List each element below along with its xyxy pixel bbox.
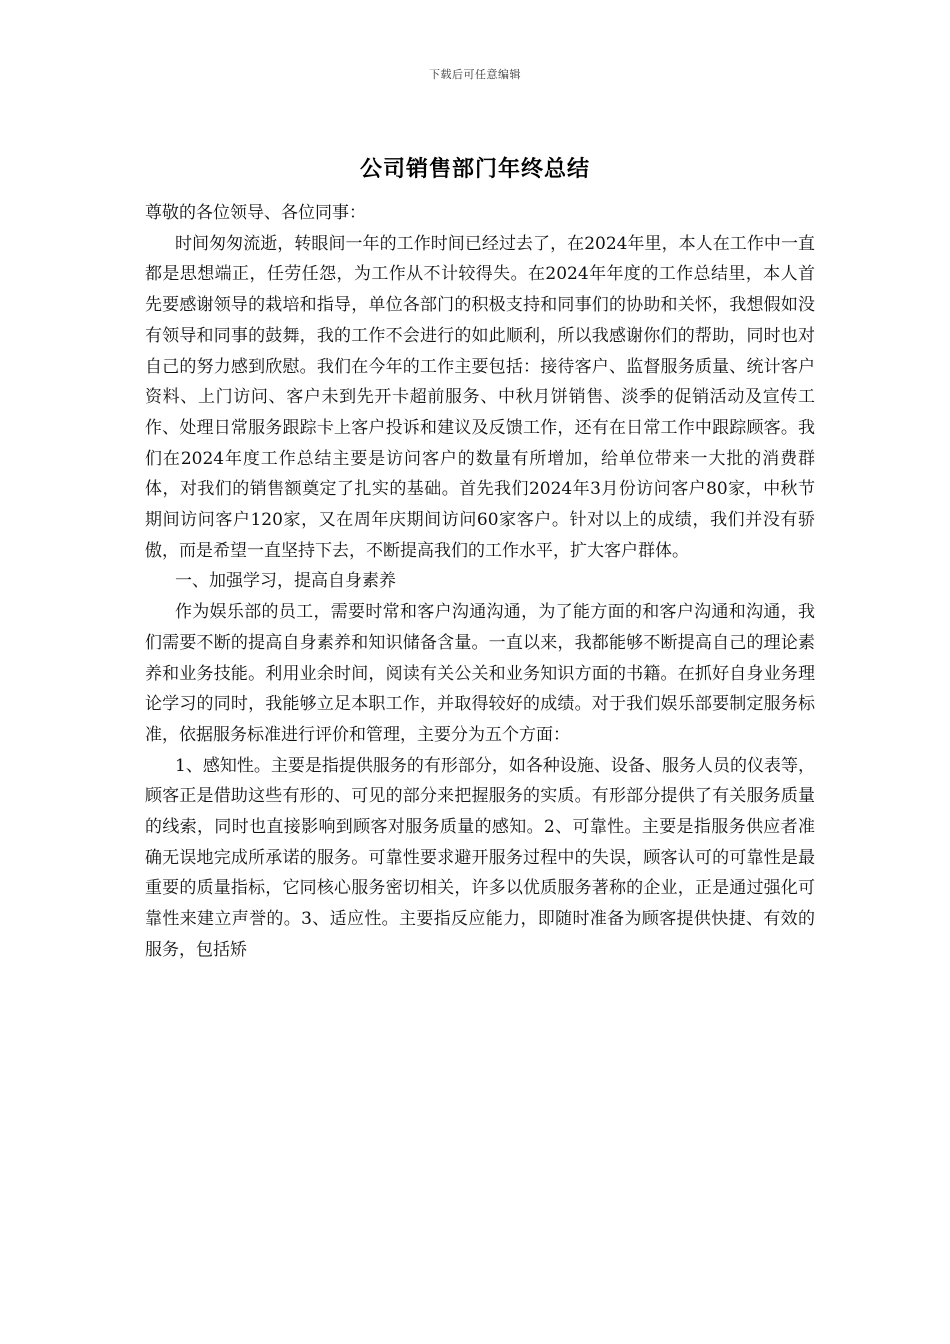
document-body — [145, 198, 815, 966]
paragraph-intro: 时间匆匆流逝，转眼间一年的工作时间已经过去了，在2024年里，本人在工作中一直都是思想端正，任劳任怨，为工作从不计较得失。在2024年年度的工作总结里，本人首先要感谢领导的栽培和指导，单位各部门的积极支持和同事们的协助和关怀，我想假如没有领导和同事的鼓舞，我的工作不会进行的如此顺利，所以我感谢你们的帮助，同时也对自己的努力感到欣慰。我们在今年的工作主要包括：接待客户、监督服务质量、统计客户资料、上门访问、客户未到先开卡超前服务、中秋月饼销售、淡季的促销活动及宣传工作、处理日常服务跟踪卡上客户投诉和建议及反馈工作，还有在日常工作中跟踪顾客。我们在2024年度工作总结主要是访问客户的数量有所增加，给单位带来一大批的消费群体，对我们的销售额奠定了扎实的基础。首先我们2024年3月份访问客户80家，中秋节期间访问客户120家，又在周年庆期间访问60家客户。针对以上的成绩，我们并没有骄傲，而是希望一直坚持下去，不断提高我们的工作水平，扩大客户群体。 — [145, 233, 815, 561]
paragraph-study: 作为娱乐部的员工，需要时常和客户沟通沟通，为了能方面的和客户沟通和沟通，我们需要不断的提高自身素养和知识储备含量。一直以来，我都能够不断提高自己的理论素养和业务技能。利用业余时间，阅读有关公关和业务知识方面的书籍。在抓好自身业务理论学习的同时，我能够立足本职工作，并取得较好的成绩。对于我们娱乐部要制定服务标准，依据服务标准进行评价和管理，主要分为五个方面： — [145, 602, 815, 745]
paragraph-standards: 1、感知性。主要是指提供服务的有形部分，如各种设施、设备、服务人员的仪表等，顾客正是借助这些有形的、可见的部分来把握服务的实质。有形部分提供了有关服务质量的线索，同时也直接影响到顾客对服务质量的感知。2、可靠性。主要是指服务供应者准确无误地完成所承诺的服务。可靠性要求避开服务过程中的失误，顾客认可的可靠性是最重要的质量指标，它同核心服务密切相关，许多以优质服务著称的企业，正是通过强化可靠性来建立声誉的。3、适应性。主要指反应能力，即随时准备为顾客提供快捷、有效的服务，包括矫 — [145, 755, 815, 960]
salutation: 尊敬的各位领导、各位同事： — [145, 203, 366, 223]
document-title: 公司销售部门年终总结 — [359, 156, 590, 182]
section-heading: 一、加强学习，提高自身素养 — [175, 571, 396, 592]
header-note: 下载后可任意编辑 — [429, 68, 521, 81]
